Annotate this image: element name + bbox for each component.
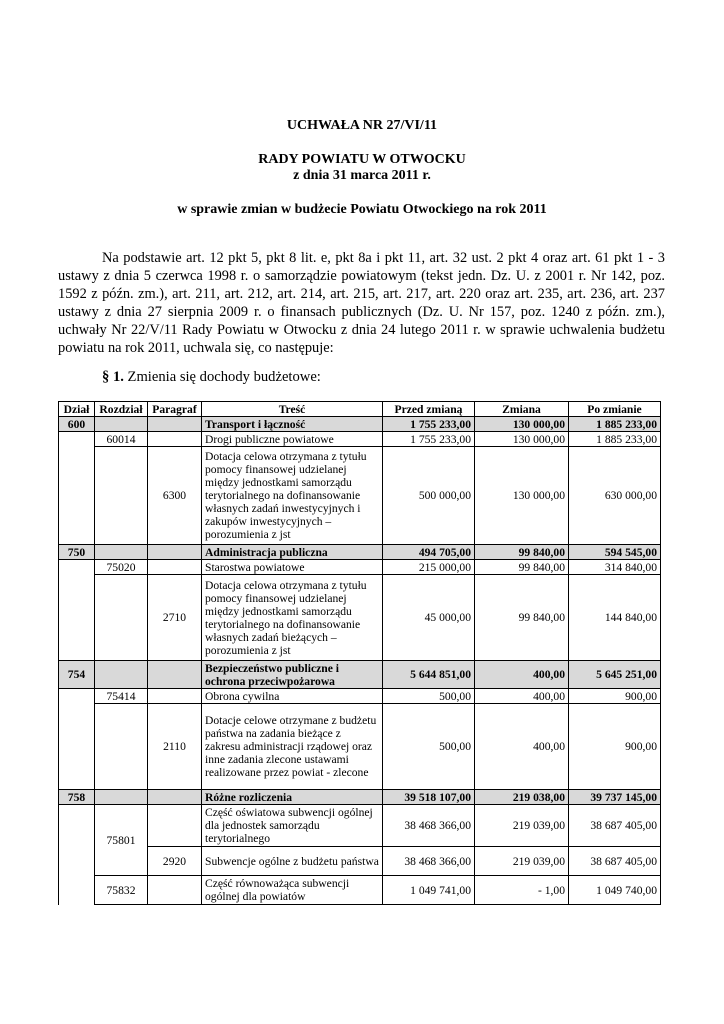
cell-tresc: Transport i łączność: [202, 417, 383, 432]
cell-paragraf: 2110: [148, 704, 202, 790]
cell-tresc: Subwencje ogólne z budżetu państwa: [202, 847, 383, 876]
cell-tresc: Dotacja celowa otrzymana z tytułu pomocy finansowej udzielanej między jednostkami samorządu terytorialnego na dofinansowanie własnych zadań bieżących – porozumienia z jst: [202, 575, 383, 661]
cell-zmiana: 130 000,00: [475, 417, 569, 432]
cell-przed: 1 755 233,00: [383, 417, 475, 432]
cell-tresc: Starostwa powiatowe: [202, 560, 383, 575]
cell-paragraf: [148, 560, 202, 575]
cell-przed: 38 468 366,00: [383, 847, 475, 876]
cell-rozdzial: [95, 790, 148, 805]
cell-zmiana: 400,00: [475, 704, 569, 790]
cell-przed: 1 755 233,00: [383, 432, 475, 447]
cell-dzial: [59, 560, 95, 661]
table-row: [59, 417, 661, 432]
cell-po: 314 840,00: [569, 560, 661, 575]
table-row: [59, 704, 661, 790]
cell-zmiana: 99 840,00: [475, 560, 569, 575]
cell-paragraf: [148, 545, 202, 560]
resolution-number: UCHWAŁA NR 27/VI/11: [286, 118, 438, 133]
cell-rozdzial: [95, 661, 148, 689]
cell-tresc: Część równoważąca subwencji ogólnej dla powiatów: [202, 876, 383, 905]
cell-dzial: [59, 805, 95, 905]
paragraph-symbol: § 1.: [102, 369, 124, 385]
cell-rozdzial: [95, 575, 148, 661]
cell-przed: 500 000,00: [383, 447, 475, 545]
header-rozdzial: Rozdział: [95, 402, 148, 417]
cell-paragraf: [148, 805, 202, 847]
cell-dzial: 758: [59, 790, 95, 805]
cell-rozdzial: [95, 545, 148, 560]
cell-paragraf: 2920: [148, 847, 202, 876]
council-name: RADY POWIATU W OTWOCKU: [258, 152, 466, 167]
header-tresc: Treść: [202, 402, 383, 417]
table-row: [59, 876, 661, 905]
cell-tresc: Drogi publiczne powiatowe: [202, 432, 383, 447]
cell-przed: 39 518 107,00: [383, 790, 475, 805]
cell-rozdzial: [95, 447, 148, 545]
cell-przed: 45 000,00: [383, 575, 475, 661]
cell-po: 5 645 251,00: [569, 661, 661, 689]
legal-basis-paragraph: Na podstawie art. 12 pkt 5, pkt 8 lit. e, pkt 8a i pkt 11, art. 32 ust. 2 pkt 4 oraz art. 61 pkt 1 - 3 ustawy z dnia 5 czerwca 1998 r. o samorządzie powiatowym (tekst jedn. Dz. U. z 2001 r. Nr 142, poz. 1592 z późn. zm.), art. 211, art. 212, art. 214, art. 215, art. 217, art. 220 oraz art. 235, art. 236, art. 237 ustawy z dnia 27 sierpnia 2009 r. o finansach publicznych (Dz. U. Nr 157, poz. 1240 z późn. zm.), uchwały Nr 22/V/11 Rady Powiatu w Otwocku z dnia 24 lutego 2011 r. w sprawie uchwalenia budżetu powiatu na rok 2011, uchwala się, co następuje:: [58, 250, 665, 356]
cell-zmiana: - 1,00: [475, 876, 569, 905]
cell-rozdzial: 60014: [95, 432, 148, 447]
header-paragraf: Paragraf: [148, 402, 202, 417]
cell-zmiana: 400,00: [475, 689, 569, 704]
cell-tresc: Administracja publiczna: [202, 545, 383, 560]
cell-paragraf: [148, 689, 202, 704]
cell-przed: 494 705,00: [383, 545, 475, 560]
cell-przed: 215 000,00: [383, 560, 475, 575]
cell-po: 900,00: [569, 704, 661, 790]
cell-rozdzial: 75414: [95, 689, 148, 704]
resolution-subject: w sprawie zmian w budżecie Powiatu Otwockiego na rok 2011: [177, 202, 547, 217]
cell-dzial: 750: [59, 545, 95, 560]
cell-zmiana: 99 840,00: [475, 545, 569, 560]
cell-po: 594 545,00: [569, 545, 661, 560]
cell-rozdzial: [95, 704, 148, 790]
table-row: [59, 560, 661, 575]
cell-paragraf: [148, 661, 202, 689]
cell-zmiana: 400,00: [475, 661, 569, 689]
paragraph-text: Zmienia się dochody budżetowe:: [123, 369, 321, 385]
cell-po: 1 049 740,00: [569, 876, 661, 905]
cell-zmiana: 99 840,00: [475, 575, 569, 661]
cell-paragraf: [148, 417, 202, 432]
cell-tresc: Dotacje celowe otrzymane z budżetu państwa na zadania bieżące z zakresu administracji rządowej oraz inne zadania zlecone ustawami realizowane przez powiat - zlecone: [202, 704, 383, 790]
cell-dzial: 600: [59, 417, 95, 432]
cell-po: 630 000,00: [569, 447, 661, 545]
cell-po: 144 840,00: [569, 575, 661, 661]
cell-zmiana: 219 039,00: [475, 847, 569, 876]
table-row: [59, 805, 661, 847]
cell-rozdzial: 75832: [95, 876, 148, 905]
resolution-date: z dnia 31 marca 2011 r.: [293, 168, 431, 183]
header-przed-zmiana: Przed zmianą: [383, 402, 475, 417]
cell-tresc: Część oświatowa subwencji ogólnej dla jednostek samorządu terytorialnego: [202, 805, 383, 847]
cell-paragraf: [148, 432, 202, 447]
header-zmiana: Zmiana: [475, 402, 569, 417]
cell-przed: 500,00: [383, 689, 475, 704]
cell-zmiana: 219 038,00: [475, 790, 569, 805]
table-row: [59, 432, 661, 447]
cell-po: 39 737 145,00: [569, 790, 661, 805]
cell-tresc: Obrona cywilna: [202, 689, 383, 704]
cell-paragraf: [148, 876, 202, 905]
table-header-row: [59, 402, 661, 417]
cell-po: 38 687 405,00: [569, 805, 661, 847]
table-row: [59, 847, 661, 876]
cell-paragraf: [148, 790, 202, 805]
cell-dzial: 754: [59, 661, 95, 689]
table-row: [59, 575, 661, 661]
cell-paragraf: 2710: [148, 575, 202, 661]
cell-rozdzial: [95, 417, 148, 432]
cell-zmiana: 130 000,00: [475, 447, 569, 545]
cell-po: 1 885 233,00: [569, 432, 661, 447]
cell-przed: 1 049 741,00: [383, 876, 475, 905]
table-row: [59, 447, 661, 545]
cell-rozdzial: 75801: [95, 805, 148, 876]
cell-rozdzial: 75020: [95, 560, 148, 575]
paragraph-1-heading: [102, 368, 321, 386]
header-dzial: Dział: [59, 402, 95, 417]
cell-zmiana: 219 039,00: [475, 805, 569, 847]
table-row: [59, 790, 661, 805]
cell-zmiana: 130 000,00: [475, 432, 569, 447]
cell-po: 900,00: [569, 689, 661, 704]
table-row: [59, 545, 661, 560]
cell-paragraf: 6300: [148, 447, 202, 545]
cell-dzial: [59, 689, 95, 790]
cell-tresc: Bezpieczeństwo publiczne i ochrona przeciwpożarowa: [202, 661, 383, 689]
cell-tresc: Różne rozliczenia: [202, 790, 383, 805]
cell-przed: 5 644 851,00: [383, 661, 475, 689]
table-row: [59, 661, 661, 689]
table-row: [59, 689, 661, 704]
header-po-zmianie: Po zmianie: [569, 402, 661, 417]
cell-po: 1 885 233,00: [569, 417, 661, 432]
cell-przed: 38 468 366,00: [383, 805, 475, 847]
cell-tresc: Dotacja celowa otrzymana z tytułu pomocy finansowej udzielanej między jednostkami samorządu terytorialnego na dofinansowanie własnych zadań inwestycyjnych i zakupów inwestycyjnych – porozumienia z jst: [202, 447, 383, 545]
cell-przed: 500,00: [383, 704, 475, 790]
cell-dzial: [59, 432, 95, 545]
budget-income-table: [58, 401, 661, 905]
cell-po: 38 687 405,00: [569, 847, 661, 876]
